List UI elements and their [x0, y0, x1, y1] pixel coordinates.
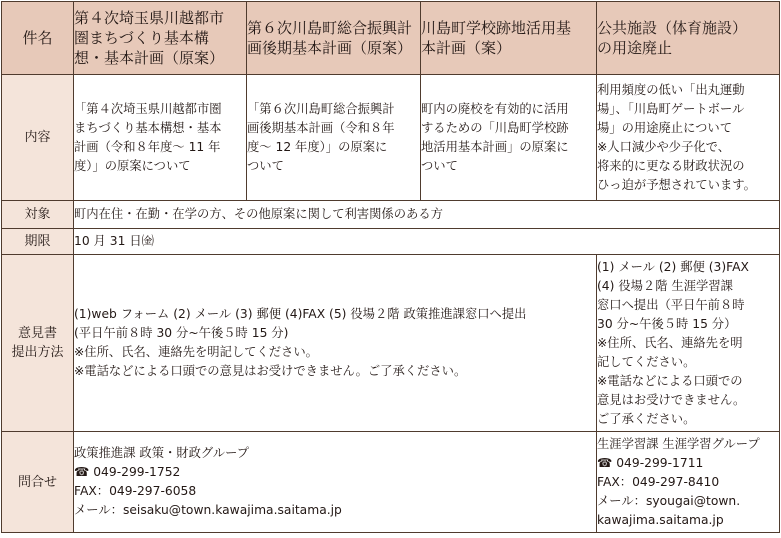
content-school-site	[421, 75, 597, 201]
contact-line: 生涯学習課 生涯学習グループ	[597, 436, 760, 451]
target-row	[2, 201, 780, 229]
submission-label	[2, 255, 74, 432]
submission-side-line: 窓口へ提出（平日午前８時	[597, 297, 745, 312]
contact-fax: FAX：049-297-6058	[74, 484, 197, 498]
contact-email: メール：syougai@town.	[597, 493, 741, 508]
content-line: 町内の廃校を有効的に活用	[421, 101, 569, 116]
content-line: 度）」の原案について	[74, 158, 191, 173]
submission-label-line: 意見書	[17, 326, 57, 341]
submission-line: (平日午前８時 30 分~午後５時 15 分)	[74, 326, 289, 340]
submission-line: (1)web フォーム (2) メール (3) 郵便 (4)FAX (5) 役場２階 政策推進課窓口へ提出	[74, 307, 527, 321]
submission-side-line: ※電話などによる口頭での	[597, 373, 743, 388]
deadline-row	[2, 229, 780, 255]
content-line: 度～ 12 年度）」の原案に	[247, 139, 388, 154]
content-note-line: ※人口減少や少子化で、	[597, 139, 731, 154]
submission-side	[597, 255, 780, 432]
subject-line: 第６次川島町総合振興計	[247, 19, 413, 37]
content-line: ついて	[421, 158, 458, 173]
content-line: 利用頻度の低い「出丸運動	[597, 82, 745, 97]
subject-kawagoe-plan	[74, 2, 247, 75]
contact-email: メール：seisaku@town.kawajima.saitama.jp	[74, 503, 342, 517]
submission-row	[2, 255, 780, 432]
content-kawajima	[247, 75, 421, 201]
content-note-line: ひっ迫が予想されています。	[597, 177, 756, 192]
content-line: 画後期基本計画（令和８年	[247, 120, 395, 135]
contact-email: kawajima.saitama.jp	[597, 512, 724, 527]
contact-phone: ☎ 049-299-1752	[74, 465, 181, 479]
submission-side-line: (1) メール (2) 郵便 (3)FAX	[597, 259, 749, 274]
content-line: するための「川島町学校跡	[421, 120, 569, 135]
content-line: 地活用基本計画」の原案に	[421, 139, 569, 154]
content-facility	[597, 75, 780, 201]
header-row	[2, 2, 780, 75]
subject-line: の用途廃止	[597, 39, 673, 57]
header-label: 件名	[2, 2, 74, 75]
contact-row	[2, 432, 780, 533]
submission-side-line: ※住所、氏名、連絡先を明	[597, 335, 743, 350]
submission-side-line: 記してください。	[597, 354, 696, 369]
contact-side	[597, 432, 780, 533]
content-line: 計画（令和８年度～ 11 年	[74, 139, 221, 154]
subject-line: 川島町学校跡地活用基	[421, 19, 572, 37]
contact-label: 問合せ	[2, 432, 74, 533]
contact-phone: ☎ 049-299-1711	[597, 455, 704, 470]
subject-school-site-plan	[421, 2, 597, 75]
subject-line: 公共施設（体育施設）	[597, 19, 748, 37]
submission-side-line: 意見はお受けできません。	[597, 392, 746, 407]
subject-line: 第４次埼玉県川越都市	[74, 9, 225, 27]
content-line: ついて	[247, 158, 284, 173]
submission-line: ※電話などによる口頭での意見はお受けできません。ご了承ください。	[74, 364, 467, 378]
content-kawagoe	[74, 75, 247, 201]
content-line: 「第４次埼玉県川越都市圏	[74, 101, 222, 116]
submission-main	[74, 255, 597, 432]
target-text: 町内在住・在勤・在学の方、その他原案に関して利害関係のある方	[74, 201, 780, 229]
contact-main	[74, 432, 597, 533]
submission-line: ※住所、氏名、連絡先を明記してください。	[74, 345, 318, 359]
submission-side-line: 30 分~午後５時 15 分）	[597, 316, 737, 331]
content-line: 場」の用途廃止について	[597, 120, 733, 135]
subject-line: 想・基本計画（原案）	[74, 49, 225, 67]
submission-label-line: 提出方法	[11, 345, 64, 360]
subject-line: 圏まちづくり基本構	[74, 29, 209, 47]
content-row	[2, 75, 780, 201]
content-note-line: 将来的に更なる財政状況の	[597, 158, 745, 173]
contact-line: 政策推進課 政策・財政グループ	[74, 446, 250, 460]
content-line: 場」、「川島町ゲートボール	[597, 101, 745, 116]
target-label: 対象	[2, 201, 74, 229]
subject-line: 画後期基本計画（原案）	[247, 39, 413, 57]
content-line: まちづくり基本構想・基本	[74, 120, 222, 135]
subject-line: 本計画（案）	[421, 39, 512, 57]
content-label: 内容	[2, 75, 74, 201]
subject-kawajima-plan	[247, 2, 421, 75]
submission-side-line: ご了承ください。	[597, 411, 696, 426]
subject-facility-abolition	[597, 2, 780, 75]
deadline-text: 10 月 31 日㈮	[74, 229, 780, 255]
notice-table	[1, 1, 780, 533]
contact-fax: FAX：049-297-8410	[597, 474, 720, 489]
deadline-label: 期限	[2, 229, 74, 255]
content-line: 「第６次川島町総合振興計	[247, 101, 395, 116]
submission-side-line: (4) 役場２階 生涯学習課	[597, 278, 733, 293]
